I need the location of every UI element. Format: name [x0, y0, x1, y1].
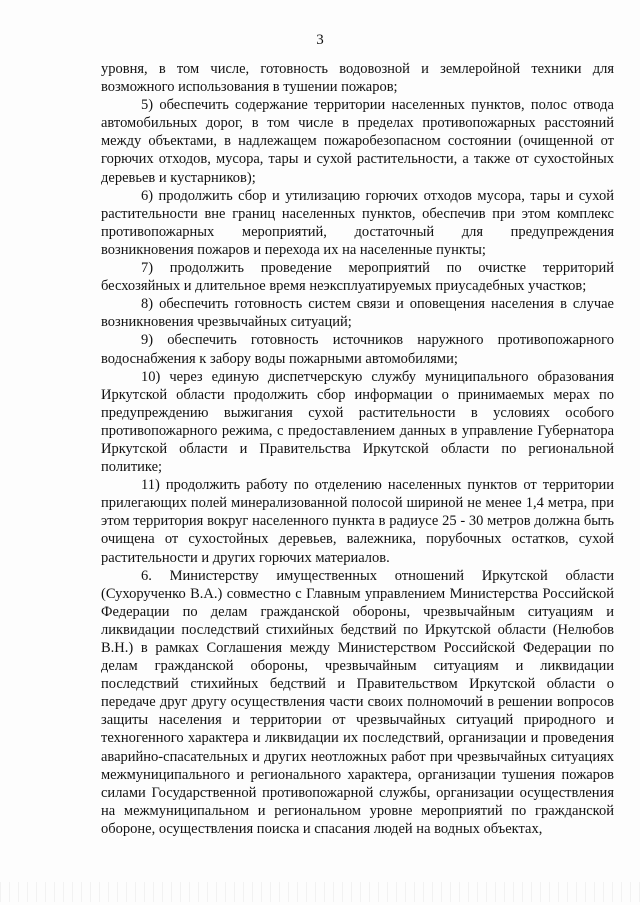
paragraph-item-9: 9) обеспечить готовность источников наружного противопожарного водоснабжения к забору воды пожарными автомобилями; [101, 332, 614, 367]
paragraph-continuation: уровня, в том числе, готовность водовозной и землеройной техники для возможного использования в тушении пожаров; [101, 61, 614, 96]
page-number: 3 [316, 32, 324, 48]
document-body [101, 60, 614, 838]
paragraph-item-7: 7) продолжить проведение мероприятий по очистке территорий бесхозяйных и длительное время неэксплуатируемых приусадебных участков; [101, 260, 614, 295]
paragraph-item-6: 6) продолжить сбор и утилизацию горючих отходов мусора, тары и сухой растительности вне границ населенных пунктов, обеспечив при этом комплекс противопожарных мероприятий, достаточный для предупреждения возникновения пожаров и перехода их на населенные пункты; [101, 187, 614, 258]
paragraph-item-11: 11) продолжить работу по отделению населенных пунктов от территории прилегающих полей минерализованной полосой шириной не менее 1,4 метра, при этом территория вокруг населенного пункта в радиусе 25 - 30 метров должна быть очищена от сухостойных деревьев, валежника, порубочных остатков, сухой растительности и других горючих материалов. [101, 477, 614, 566]
paragraph-item-8: 8) обеспечить готовность систем связи и оповещения населения в случае возникновения чрезвычайных ситуаций; [101, 296, 614, 331]
paragraph-item-5: 5) обеспечить содержание территории населенных пунктов, полос отвода автомобильных дорог, в том числе в пределах противопожарных расстояний между объектами, в надлежащем пожаробезопасном состоянии (очищенной от горючих отходов, мусора, тары и сухой растительности, а также от сухостойных деревьев и кустарников); [101, 97, 614, 186]
paragraph-item-10: 10) через единую диспетчерскую службу муниципального образования Иркутской области продолжить сбор информации о принимаемых мерах по предупреждению выжигания сухой растительности в условиях особого противопожарного режима, с предоставлением данных в управление Губернатора Иркутской области и Правительства Иркутской области по региональной политике; [101, 368, 614, 476]
scan-artifact [0, 882, 640, 902]
paragraph-section-6: 6. Министерству имущественных отношений Иркутской области (Сухорученко В.А.) совместно с Главным управлением Министерства Российской Федерации по делам гражданской обороны, чрезвычайным ситуациям и ликвидации последствий стихийных бедствий по Иркутской области (Нелюбов В.Н.) в рамках Соглашения между Министерством Российской Федерации по делам гражданской обороны, чрезвычайным ситуациям и ликвидации последствий стихийных бедствий и Правительством Иркутской области о передаче друг другу осуществления части своих полномочий в решении вопросов защиты населения и территории от чрезвычайных ситуаций природного и техногенного характера и ликвидации их последствий, организации и проведения аварийно-спасательных и других неотложных работ при чрезвычайных ситуациях межмуниципального и регионального характера, организации тушения пожаров силами Государственной противопожарной службы, организации осуществления на межмуниципальном и региональном уровне мероприятий по гражданской обороне, осуществления поиска и спасания людей на водных объектах, [101, 567, 614, 837]
